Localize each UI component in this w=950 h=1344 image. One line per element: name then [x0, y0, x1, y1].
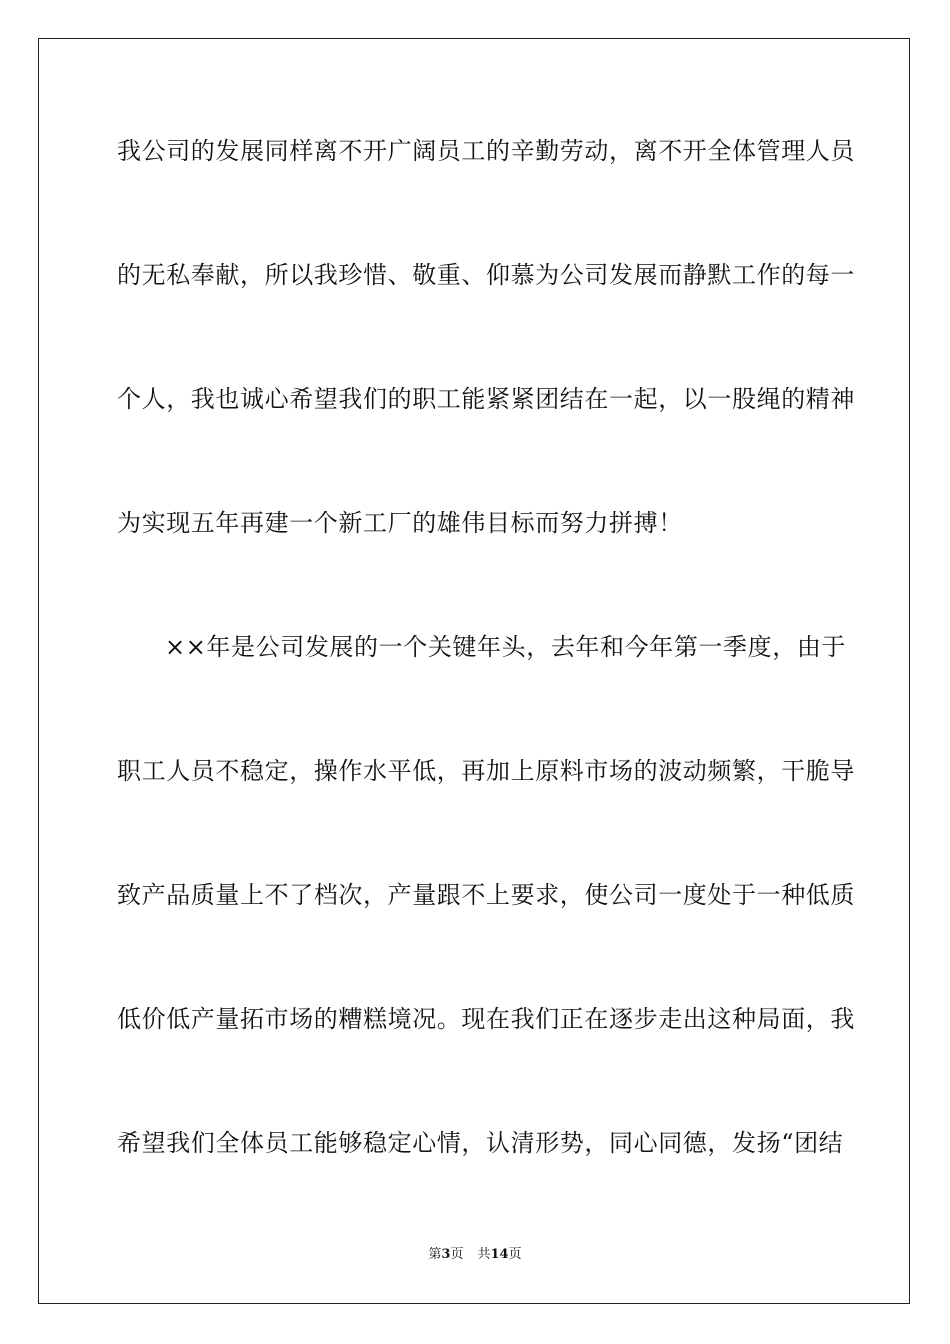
- total-pages: 14: [490, 1247, 509, 1262]
- body-text-line-4: 为实现五年再建一个新工厂的雄伟目标而努力拼搏！: [117, 509, 683, 537]
- body-text-line-8: 低价低产量拓市场的糟糕境况。现在我们正在逐步走出这种局面，我: [117, 1005, 855, 1033]
- body-text-line-7: 致产品质量上不了档次，产量跟不上要求，使公司一度处于一种低质: [117, 881, 855, 909]
- page-prefix: 第: [428, 1247, 442, 1262]
- total-suffix: 页: [508, 1247, 522, 1262]
- body-text-line-1: 我公司的发展同样离不开广阔员工的辛勤劳动，离不开全体管理人员: [117, 137, 855, 165]
- page-number: 3: [441, 1247, 451, 1262]
- page-suffix: 页: [450, 1247, 464, 1262]
- page-footer: [0, 1246, 950, 1264]
- body-text-line-6: 职工人员不稳定，操作水平低，再加上原料市场的波动频繁，干脆导: [117, 757, 855, 785]
- body-text-line-3: 个人，我也诚心希望我们的职工能紧紧团结在一起，以一股绳的精神: [117, 385, 855, 413]
- body-text-line-5: ××年是公司发展的一个关键年头，去年和今年第一季度，由于: [165, 633, 847, 661]
- body-text-line-2: 的无私奉献，所以我珍惜、敬重、仰慕为公司发展而静默工作的每一: [117, 261, 855, 289]
- total-prefix: 共: [477, 1247, 491, 1262]
- page-border: [38, 38, 910, 1304]
- body-text-line-9: 希望我们全体员工能够稳定心情，认清形势，同心同德，发扬“团结: [117, 1129, 844, 1157]
